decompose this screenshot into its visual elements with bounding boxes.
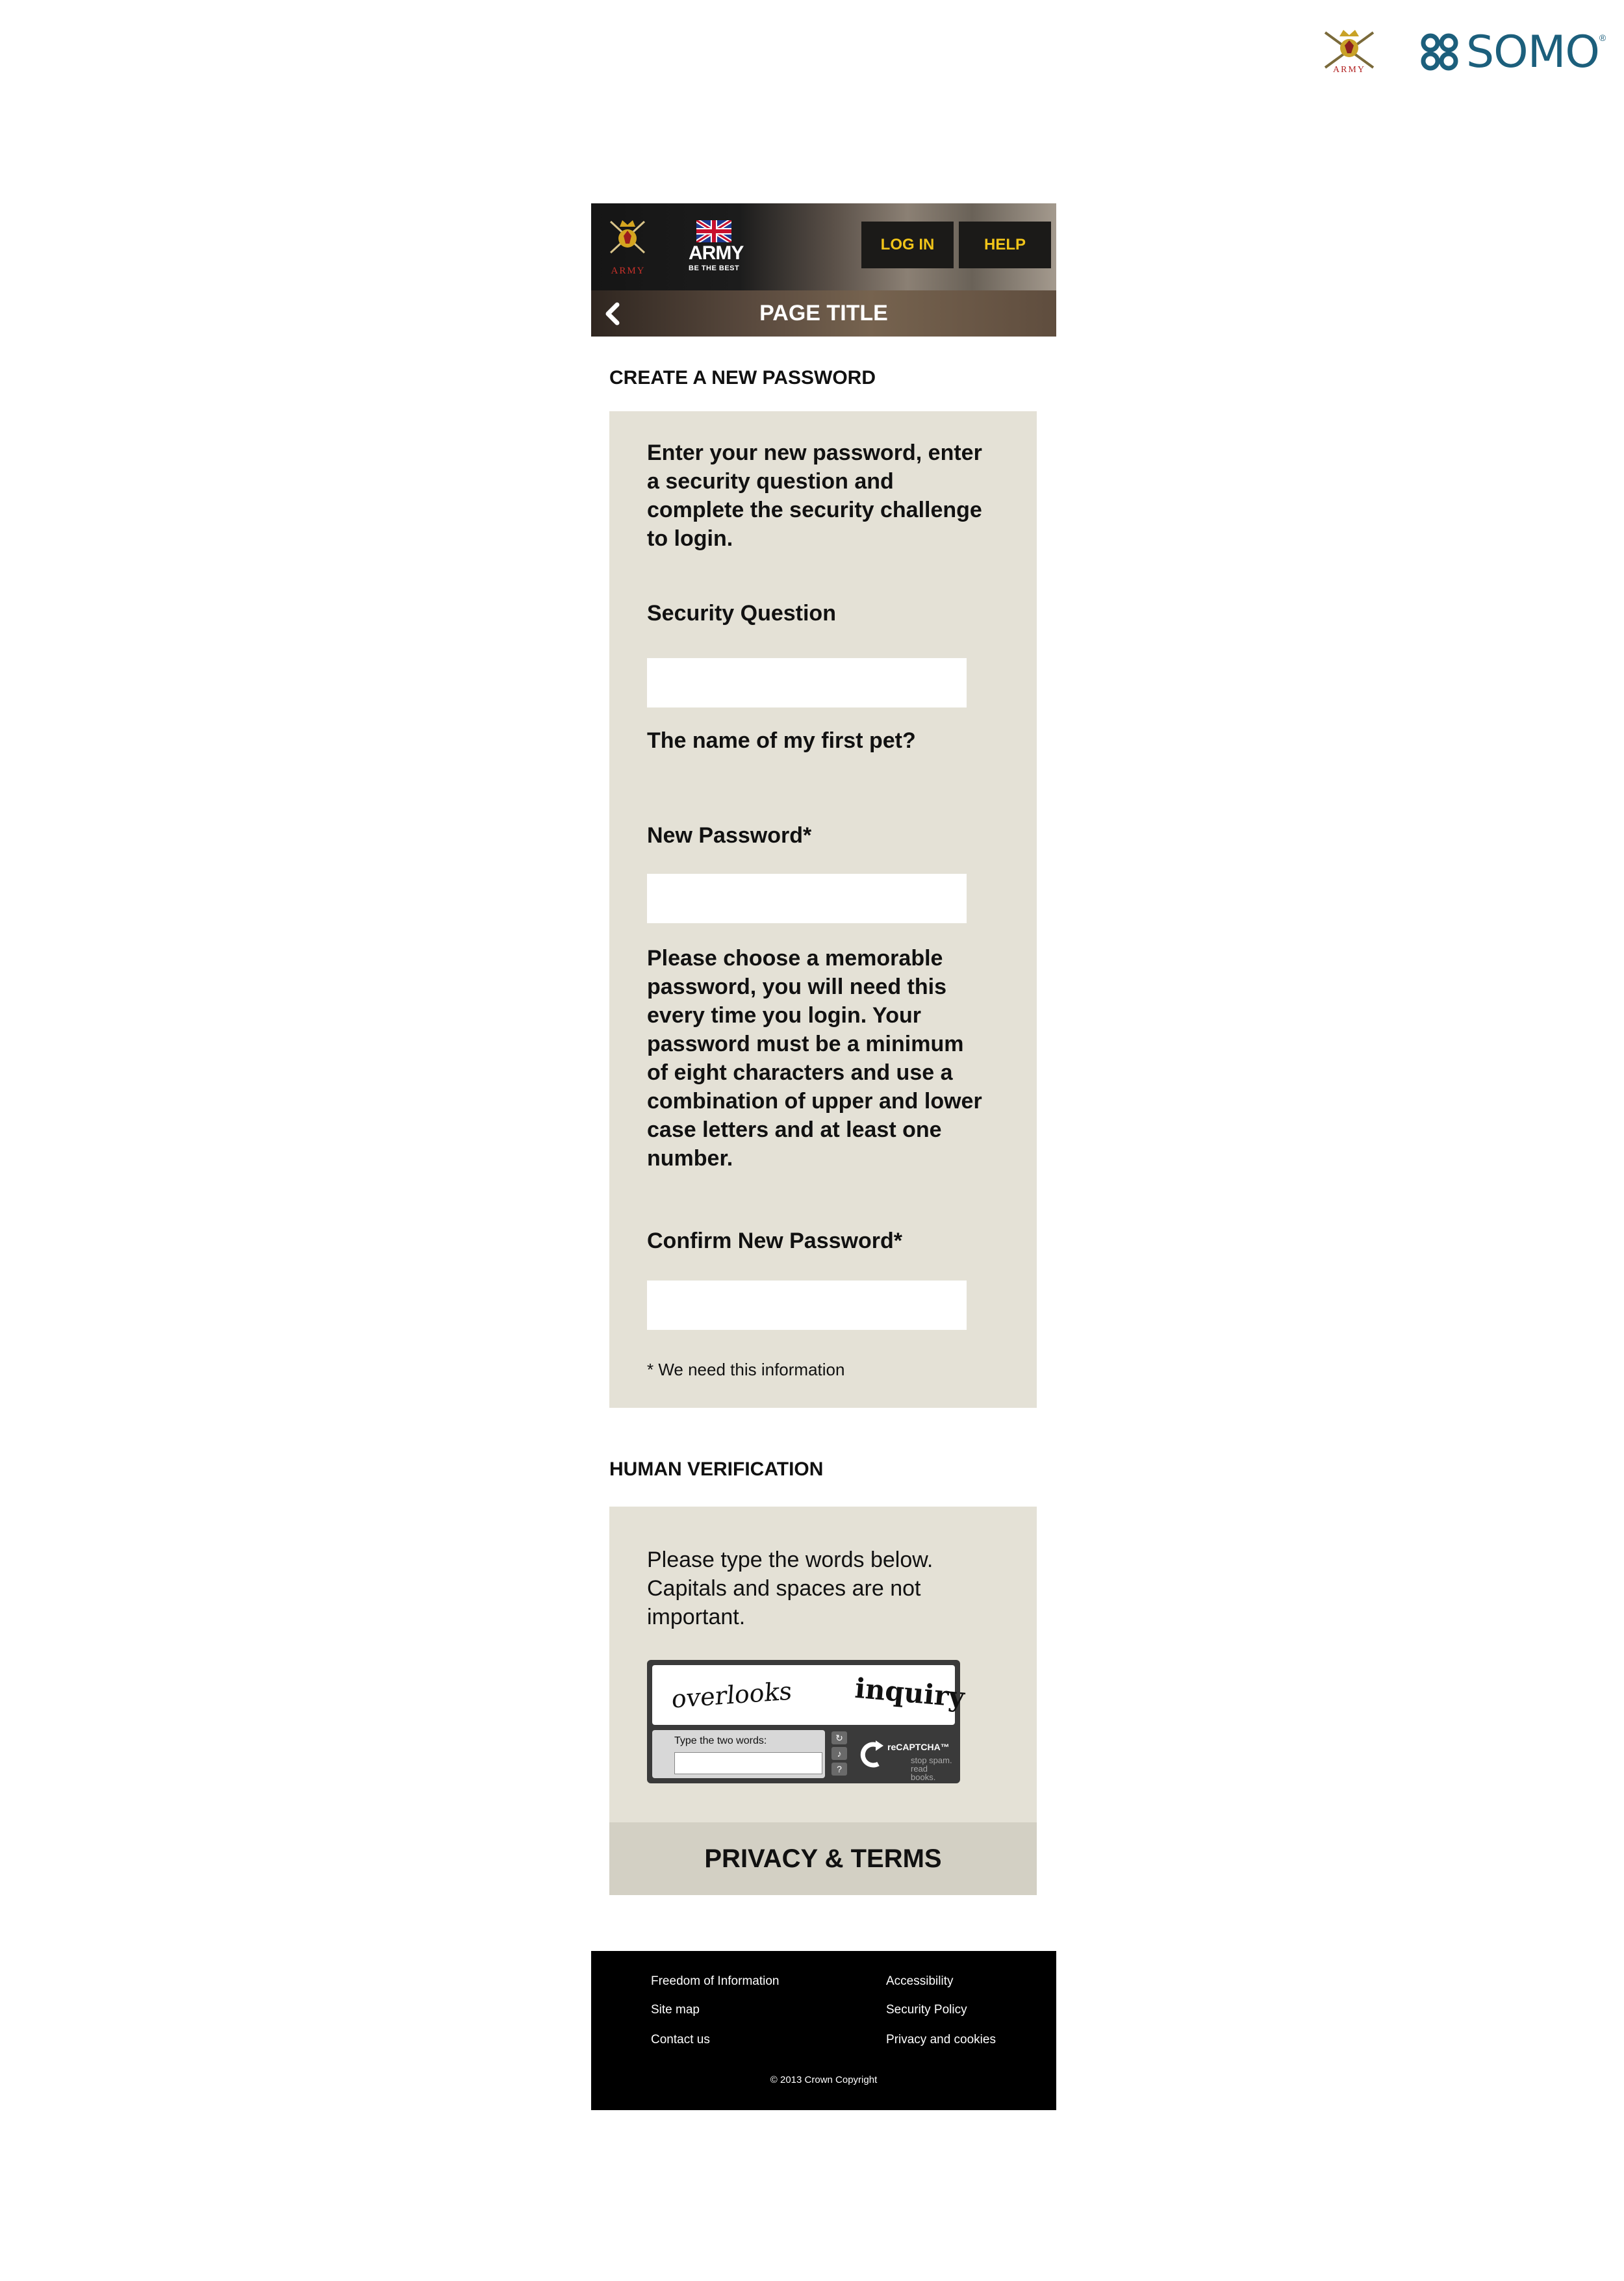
help-button[interactable]: HELP — [959, 222, 1051, 268]
captcha-input-label: Type the two words: — [674, 1735, 767, 1746]
footer-link-accessibility[interactable]: Accessibility — [886, 1974, 954, 1988]
somo-mark-icon — [1419, 32, 1460, 72]
somo-logo — [1419, 26, 1614, 78]
captcha-instruction: Please type the words below. Capitals and spaces are not important. — [647, 1548, 933, 1629]
page-title: PAGE TITLE — [759, 301, 888, 325]
captcha-input[interactable] — [674, 1752, 822, 1774]
captcha-image — [652, 1665, 966, 1725]
footer-link-foi[interactable]: Freedom of Information — [651, 1974, 780, 1988]
security-question-input[interactable] — [647, 658, 967, 707]
site-footer — [591, 1951, 1056, 2110]
create-password-heading: CREATE A NEW PASSWORD — [609, 367, 876, 389]
footer-link-security-policy[interactable]: Security Policy — [886, 2003, 967, 2017]
recaptcha-logo — [856, 1733, 954, 1782]
registered-mark: ® — [1599, 32, 1606, 43]
captcha-word-2: inquiry — [854, 1672, 966, 1714]
login-button[interactable]: LOG IN — [861, 222, 954, 268]
recaptcha-tagline-2: read books. — [911, 1764, 936, 1782]
recaptcha-tagline — [911, 1756, 954, 1781]
new-password-input[interactable] — [647, 874, 967, 923]
human-verification-heading: HUMAN VERIFICATION — [609, 1459, 824, 1480]
somo-wordmark: SOMO — [1466, 26, 1599, 78]
army-wordmark: ARMY — [689, 242, 744, 264]
captcha-input-box — [652, 1730, 825, 1778]
security-question-label: Security Question — [647, 601, 836, 626]
create-password-intro: Enter your new password, enter a security question and complete the security challenge to login. — [647, 440, 982, 551]
new-password-help: Please choose a memorable password, you will need this every time you login. Your password must be a minimum of eight characters and use a combination of upper and lower case letters and at least one number. — [647, 946, 982, 1171]
army-crest-label: ARMY — [611, 266, 646, 276]
privacy-terms-button[interactable]: PRIVACY & TERMS — [609, 1822, 1037, 1895]
union-flag-icon — [696, 220, 731, 242]
footer-link-privacy-cookies[interactable]: Privacy and cookies — [886, 2033, 996, 2046]
recaptcha-widget — [647, 1660, 966, 1783]
audio-icon[interactable]: ♪ — [831, 1747, 847, 1760]
confirm-password-label: Confirm New Password* — [647, 1229, 902, 1253]
recaptcha-tagline-1: stop spam. — [911, 1755, 952, 1765]
confirm-password-input[interactable] — [647, 1281, 967, 1330]
captcha-controls — [831, 1731, 850, 1778]
army-crest-icon[interactable] — [608, 218, 647, 262]
recaptcha-brand: reCAPTCHA™ — [887, 1742, 950, 1752]
army-crest-label: ARMY — [1332, 65, 1365, 75]
mobile-page — [591, 203, 1056, 2110]
refresh-icon[interactable]: ↻ — [831, 1731, 847, 1744]
footer-link-contact[interactable]: Contact us — [651, 2033, 710, 2046]
captcha-word-1: overlooks — [670, 1676, 793, 1714]
footer-copyright: © 2013 Crown Copyright — [770, 2074, 878, 2085]
required-note: * We need this information — [647, 1360, 845, 1379]
footer-link-sitemap[interactable]: Site map — [651, 2003, 700, 2017]
site-header — [591, 203, 1056, 337]
recaptcha-arrow-icon — [856, 1737, 885, 1773]
help-icon[interactable]: ? — [831, 1763, 847, 1776]
new-password-label: New Password* — [647, 823, 812, 848]
security-question-hint: The name of my first pet? — [647, 728, 916, 753]
army-tagline: BE THE BEST — [689, 264, 740, 272]
